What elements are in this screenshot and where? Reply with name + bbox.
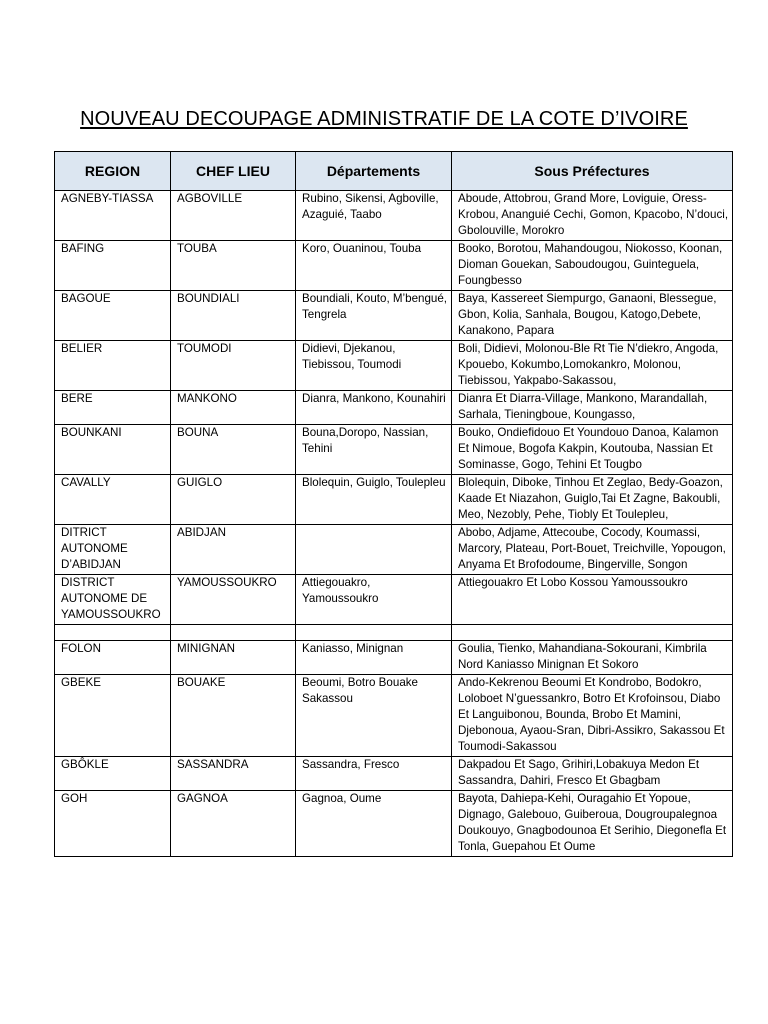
cell-chef-lieu: MANKONO: [171, 391, 296, 425]
cell-chef-lieu: BOUNA: [171, 425, 296, 475]
table-header-row: [55, 152, 733, 191]
table-row: [55, 241, 733, 291]
table-row: [55, 391, 733, 425]
cell-departements: Didievi, Djekanou, Tiebissou, Toumodi: [296, 341, 452, 391]
table-row: [55, 791, 733, 857]
table-row: [55, 675, 733, 757]
cell-departements: Koro, Ouaninou, Touba: [296, 241, 452, 291]
cell-region: BELIER: [55, 341, 171, 391]
empty-cell: [55, 625, 171, 641]
cell-sous-prefectures: Attiegouakro Et Lobo Kossou Yamoussoukro: [452, 575, 733, 625]
header-region: REGION: [55, 152, 171, 191]
cell-departements: Dianra, Mankono, Kounahiri: [296, 391, 452, 425]
cell-departements: Boundiali, Kouto, M’bengué, Tengrela: [296, 291, 452, 341]
cell-sous-prefectures: Ando-Kekrenou Beoumi Et Kondrobo, Bodokro, Loloboet N’guessankro, Botro Et Krofoinsou, Diabo Et Languibonou, Bounda, Brobo Et Mamini, Djebonoua, Ayaou-Sran, Dibri-Assikro, Sakassou Et Toumodi-Sakassou: [452, 675, 733, 757]
cell-region: BERE: [55, 391, 171, 425]
cell-chef-lieu: SASSANDRA: [171, 757, 296, 791]
table-row: [55, 475, 733, 525]
table-row: [55, 757, 733, 791]
cell-region: AGNEBY-TIASSA: [55, 191, 171, 241]
cell-region: DITRICT AUTONOME D’ABIDJAN: [55, 525, 171, 575]
cell-chef-lieu: ABIDJAN: [171, 525, 296, 575]
cell-region: GBÔKLE: [55, 757, 171, 791]
cell-departements: Blolequin, Guiglo, Toulepleu: [296, 475, 452, 525]
header-chef-lieu: CHEF LIEU: [171, 152, 296, 191]
cell-departements: [296, 525, 452, 575]
empty-cell: [171, 625, 296, 641]
header-sous-prefectures: Sous Préfectures: [452, 152, 733, 191]
cell-chef-lieu: AGBOVILLE: [171, 191, 296, 241]
cell-departements: Gagnoa, Oume: [296, 791, 452, 857]
cell-sous-prefectures: Goulia, Tienko, Mahandiana-Sokourani, Kimbrila Nord Kaniasso Minignan Et Sokoro: [452, 641, 733, 675]
cell-departements: Beoumi, Botro Bouake Sakassou: [296, 675, 452, 757]
cell-region: BAFING: [55, 241, 171, 291]
cell-sous-prefectures: Bouko, Ondiefidouo Et Youndouo Danoa, Kalamon Et Nimoue, Bogofa Kakpin, Koutouba, Nassian Et Sominasse, Gogo, Tehini Et Tougbo: [452, 425, 733, 475]
cell-chef-lieu: GAGNOA: [171, 791, 296, 857]
cell-sous-prefectures: Blolequin, Diboke, Tinhou Et Zeglao, Bedy-Goazon, Kaade Et Niazahon, Guiglo,Tai Et Zagne, Bakoubli, Meo, Nezobly, Pehe, Tiobly Et Toulepleu,: [452, 475, 733, 525]
cell-departements: Attiegouakro, Yamoussoukro: [296, 575, 452, 625]
cell-chef-lieu: BOUNDIALI: [171, 291, 296, 341]
cell-chef-lieu: TOUBA: [171, 241, 296, 291]
header-departements: Départements: [296, 152, 452, 191]
cell-departements: Rubino, Sikensi, Agboville, Azaguié, Taabo: [296, 191, 452, 241]
cell-region: GOH: [55, 791, 171, 857]
table-row: [55, 291, 733, 341]
empty-cell: [452, 625, 733, 641]
cell-sous-prefectures: Baya, Kassereet Siempurgo, Ganaoni, Blessegue, Gbon, Kolia, Sanhala, Bougou, Katogo,Debete, Kanakono, Papara: [452, 291, 733, 341]
cell-region: BAGOUE: [55, 291, 171, 341]
cell-chef-lieu: BOUAKE: [171, 675, 296, 757]
cell-region: GBEKE: [55, 675, 171, 757]
cell-sous-prefectures: Dakpadou Et Sago, Grihiri,Lobakuya Medon Et Sassandra, Dahiri, Fresco Et Gbagbam: [452, 757, 733, 791]
cell-chef-lieu: GUIGLO: [171, 475, 296, 525]
cell-region: CAVALLY: [55, 475, 171, 525]
cell-sous-prefectures: Boli, Didievi, Molonou-Ble Rt Tie N’diekro, Angoda, Kpouebo, Kokumbo,Lomokankro, Molonou, Tiebissou, Yakpabo-Sakassou,: [452, 341, 733, 391]
cell-region: BOUNKANI: [55, 425, 171, 475]
cell-chef-lieu: YAMOUSSOUKRO: [171, 575, 296, 625]
table-row: [55, 641, 733, 675]
cell-sous-prefectures: Abobo, Adjame, Attecoube, Cocody, Koumassi, Marcory, Plateau, Port-Bouet, Treichville, Yopougon, Anyama Et Brofodoume, Bingerville, Songon: [452, 525, 733, 575]
empty-row: [55, 625, 733, 641]
cell-region: FOLON: [55, 641, 171, 675]
cell-sous-prefectures: Booko, Borotou, Mahandougou, Niokosso, Koonan, Dioman Gouekan, Saboudougou, Guinteguela, Foungbesso: [452, 241, 733, 291]
cell-region: DISTRICT AUTONOME DE YAMOUSSOUKRO: [55, 575, 171, 625]
page-title: NOUVEAU DECOUPAGE ADMINISTRATIF DE LA COTE D’IVOIRE: [80, 108, 688, 130]
cell-departements: Sassandra, Fresco: [296, 757, 452, 791]
administrative-table: [54, 151, 733, 857]
empty-cell: [296, 625, 452, 641]
table-row: [55, 341, 733, 391]
table-row: [55, 191, 733, 241]
table-row: [55, 575, 733, 625]
table-row: [55, 525, 733, 575]
table-row: [55, 425, 733, 475]
cell-departements: Bouna,Doropo, Nassian, Tehini: [296, 425, 452, 475]
cell-sous-prefectures: Dianra Et Diarra-Village, Mankono, Marandallah, Sarhala, Tieningboue, Koungasso,: [452, 391, 733, 425]
cell-departements: Kaniasso, Minignan: [296, 641, 452, 675]
cell-sous-prefectures: Bayota, Dahiepa-Kehi, Ouragahio Et Yopoue, Dignago, Galebouo, Guiberoua, Dougroupalegnoa Doukouyo, Gnagbodounoa Et Serihio, Diegonefla Et Tonla, Guepahou Et Oume: [452, 791, 733, 857]
cell-chef-lieu: TOUMODI: [171, 341, 296, 391]
cell-sous-prefectures: Aboude, Attobrou, Grand More, Loviguie, Oress-Krobou, Ananguié Cechi, Gomon, Kpacobo, N’douci, Gbolouville, Morokro: [452, 191, 733, 241]
cell-chef-lieu: MINIGNAN: [171, 641, 296, 675]
